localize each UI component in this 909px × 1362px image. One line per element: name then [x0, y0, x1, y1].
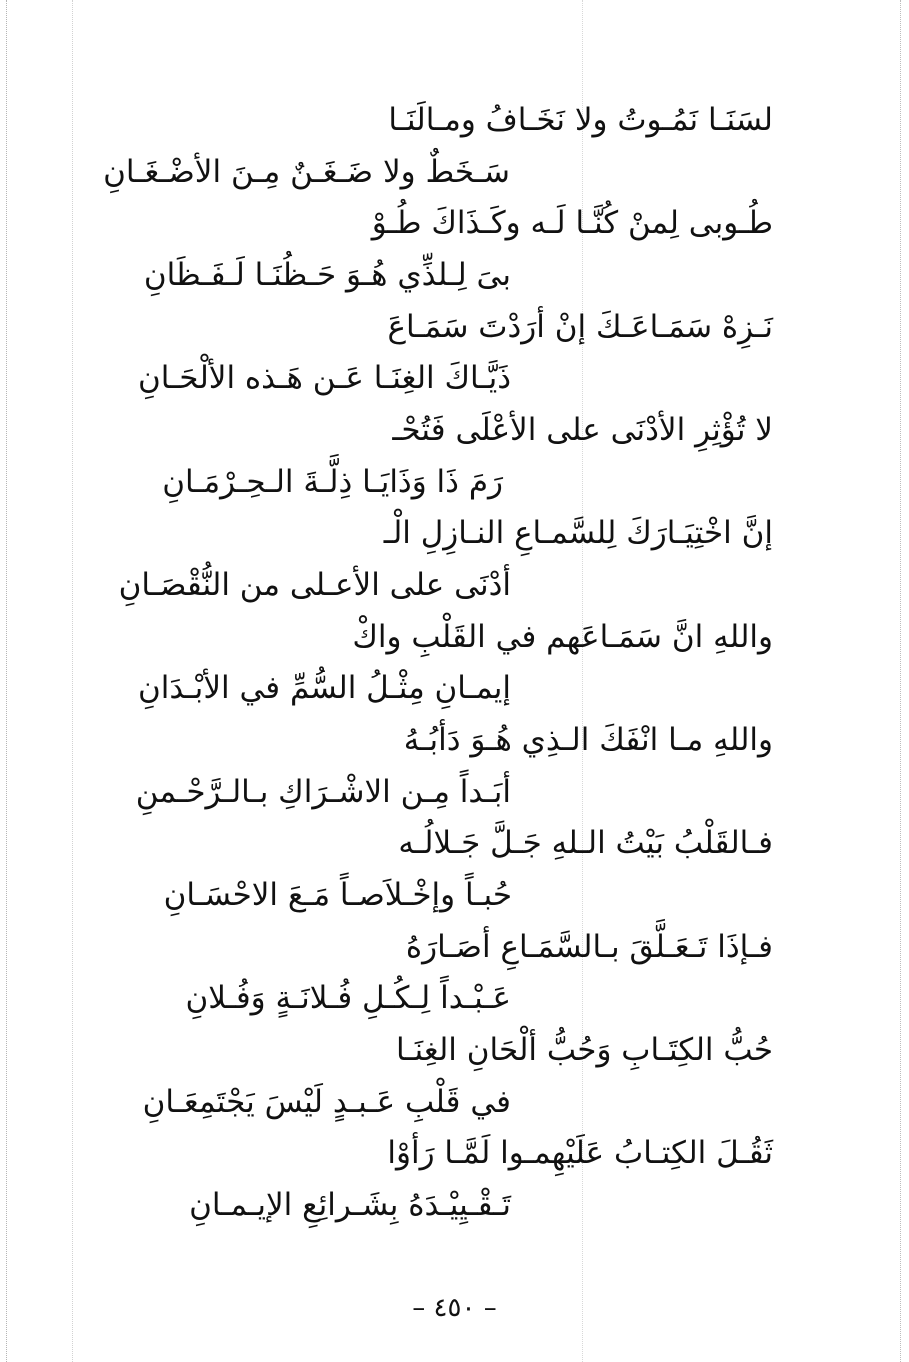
- verse-line: فـإذَا تَـعَـلَّقَ بـالسَّمَـاعِ أصَـارَهُ: [405, 929, 773, 965]
- verse-line: عَـبْـداً لِـكُـلِ فُـلانَـةٍ وَفُـلانِ: [185, 980, 511, 1016]
- verse-line: لسَنَـا نَمُـوتُ ولا نَخَـافُ ومـالَنَـا: [388, 102, 773, 138]
- verse-line: نَـزِهْ سَمَـاعَـكَ إنْ أرَدْتَ سَمَـاعَ: [387, 309, 773, 345]
- verse-line: رَمَ ذَا وَذَايَـا ذِلَّـةَ الـحِـرْمَـانِ: [162, 464, 503, 500]
- verse-line: في قَلْبِ عَـبـدٍ لَيْسَ يَجْتَمِعَـانِ: [142, 1084, 511, 1120]
- verse-line: ذَيَّـاكَ الغِنَـا عَـن هَـذه الألْحَـانِ: [138, 360, 511, 396]
- verse-line: حُبـاً وإخْـلاَصـاً مَـعَ الاحْسَـانِ: [163, 877, 512, 913]
- verse-line: سَـخَطٌ ولا ضَـغَـنٌ مِـنَ الأضْـغَـانِ: [103, 154, 510, 190]
- verse-line: إنَّ اخْتِيَـارَكَ لِلسَّمـاعِ النـازِلِ الْـ: [383, 515, 773, 551]
- verse-line: أبَـداً مِـن الاشْـرَاكِ بـالـرَّحْـمنِ: [135, 774, 511, 810]
- verse-line: أدْنَى على الأعـلى من النُّقْصَـانِ: [118, 567, 511, 603]
- verse-line: طُـوبى لِمنْ كُنَّـا لَـه وكَـذَاكَ طُـوْ: [371, 205, 773, 241]
- verse-line: فـالقَلْبُ بَيْتُ الـلهِ جَـلَّ جَـلالُـه: [398, 825, 773, 861]
- verse-line: تَـقْـيِيْـدَهُ بِشَـرائِعِ الإيـمـانِ: [189, 1187, 511, 1223]
- verse-line: إيمـانِ مِثْـلُ السُّمِّ في الأبْـدَانِ: [137, 670, 511, 706]
- verse-line: ثَقُـلَ الكِتـابُ عَلَيْهِمـوا لَمَّـا رَأوْا: [387, 1135, 773, 1171]
- verse-line: واللهِ انَّ سَمَـاعَهم في القَلْبِ واكْ: [352, 619, 773, 655]
- page-number: – ٤٥٠ –: [412, 1293, 497, 1323]
- verse-line: واللهِ مـا انْفَكَ الـذِي هُـوَ دَأبُـهُ: [403, 722, 773, 758]
- verse-line: بىَ لِـلذِّي هُـوَ حَـظُنَـا لَـفَـظَانِ: [143, 257, 511, 293]
- verse-line: لا تُؤْثِرِ الأدْنَى على الأعْلَى فَتُحْـ: [392, 412, 773, 448]
- verse-line: حُبُّ الكِتَـابِ وَحُبُّ ألْحَانِ الغِنَـا: [395, 1032, 773, 1068]
